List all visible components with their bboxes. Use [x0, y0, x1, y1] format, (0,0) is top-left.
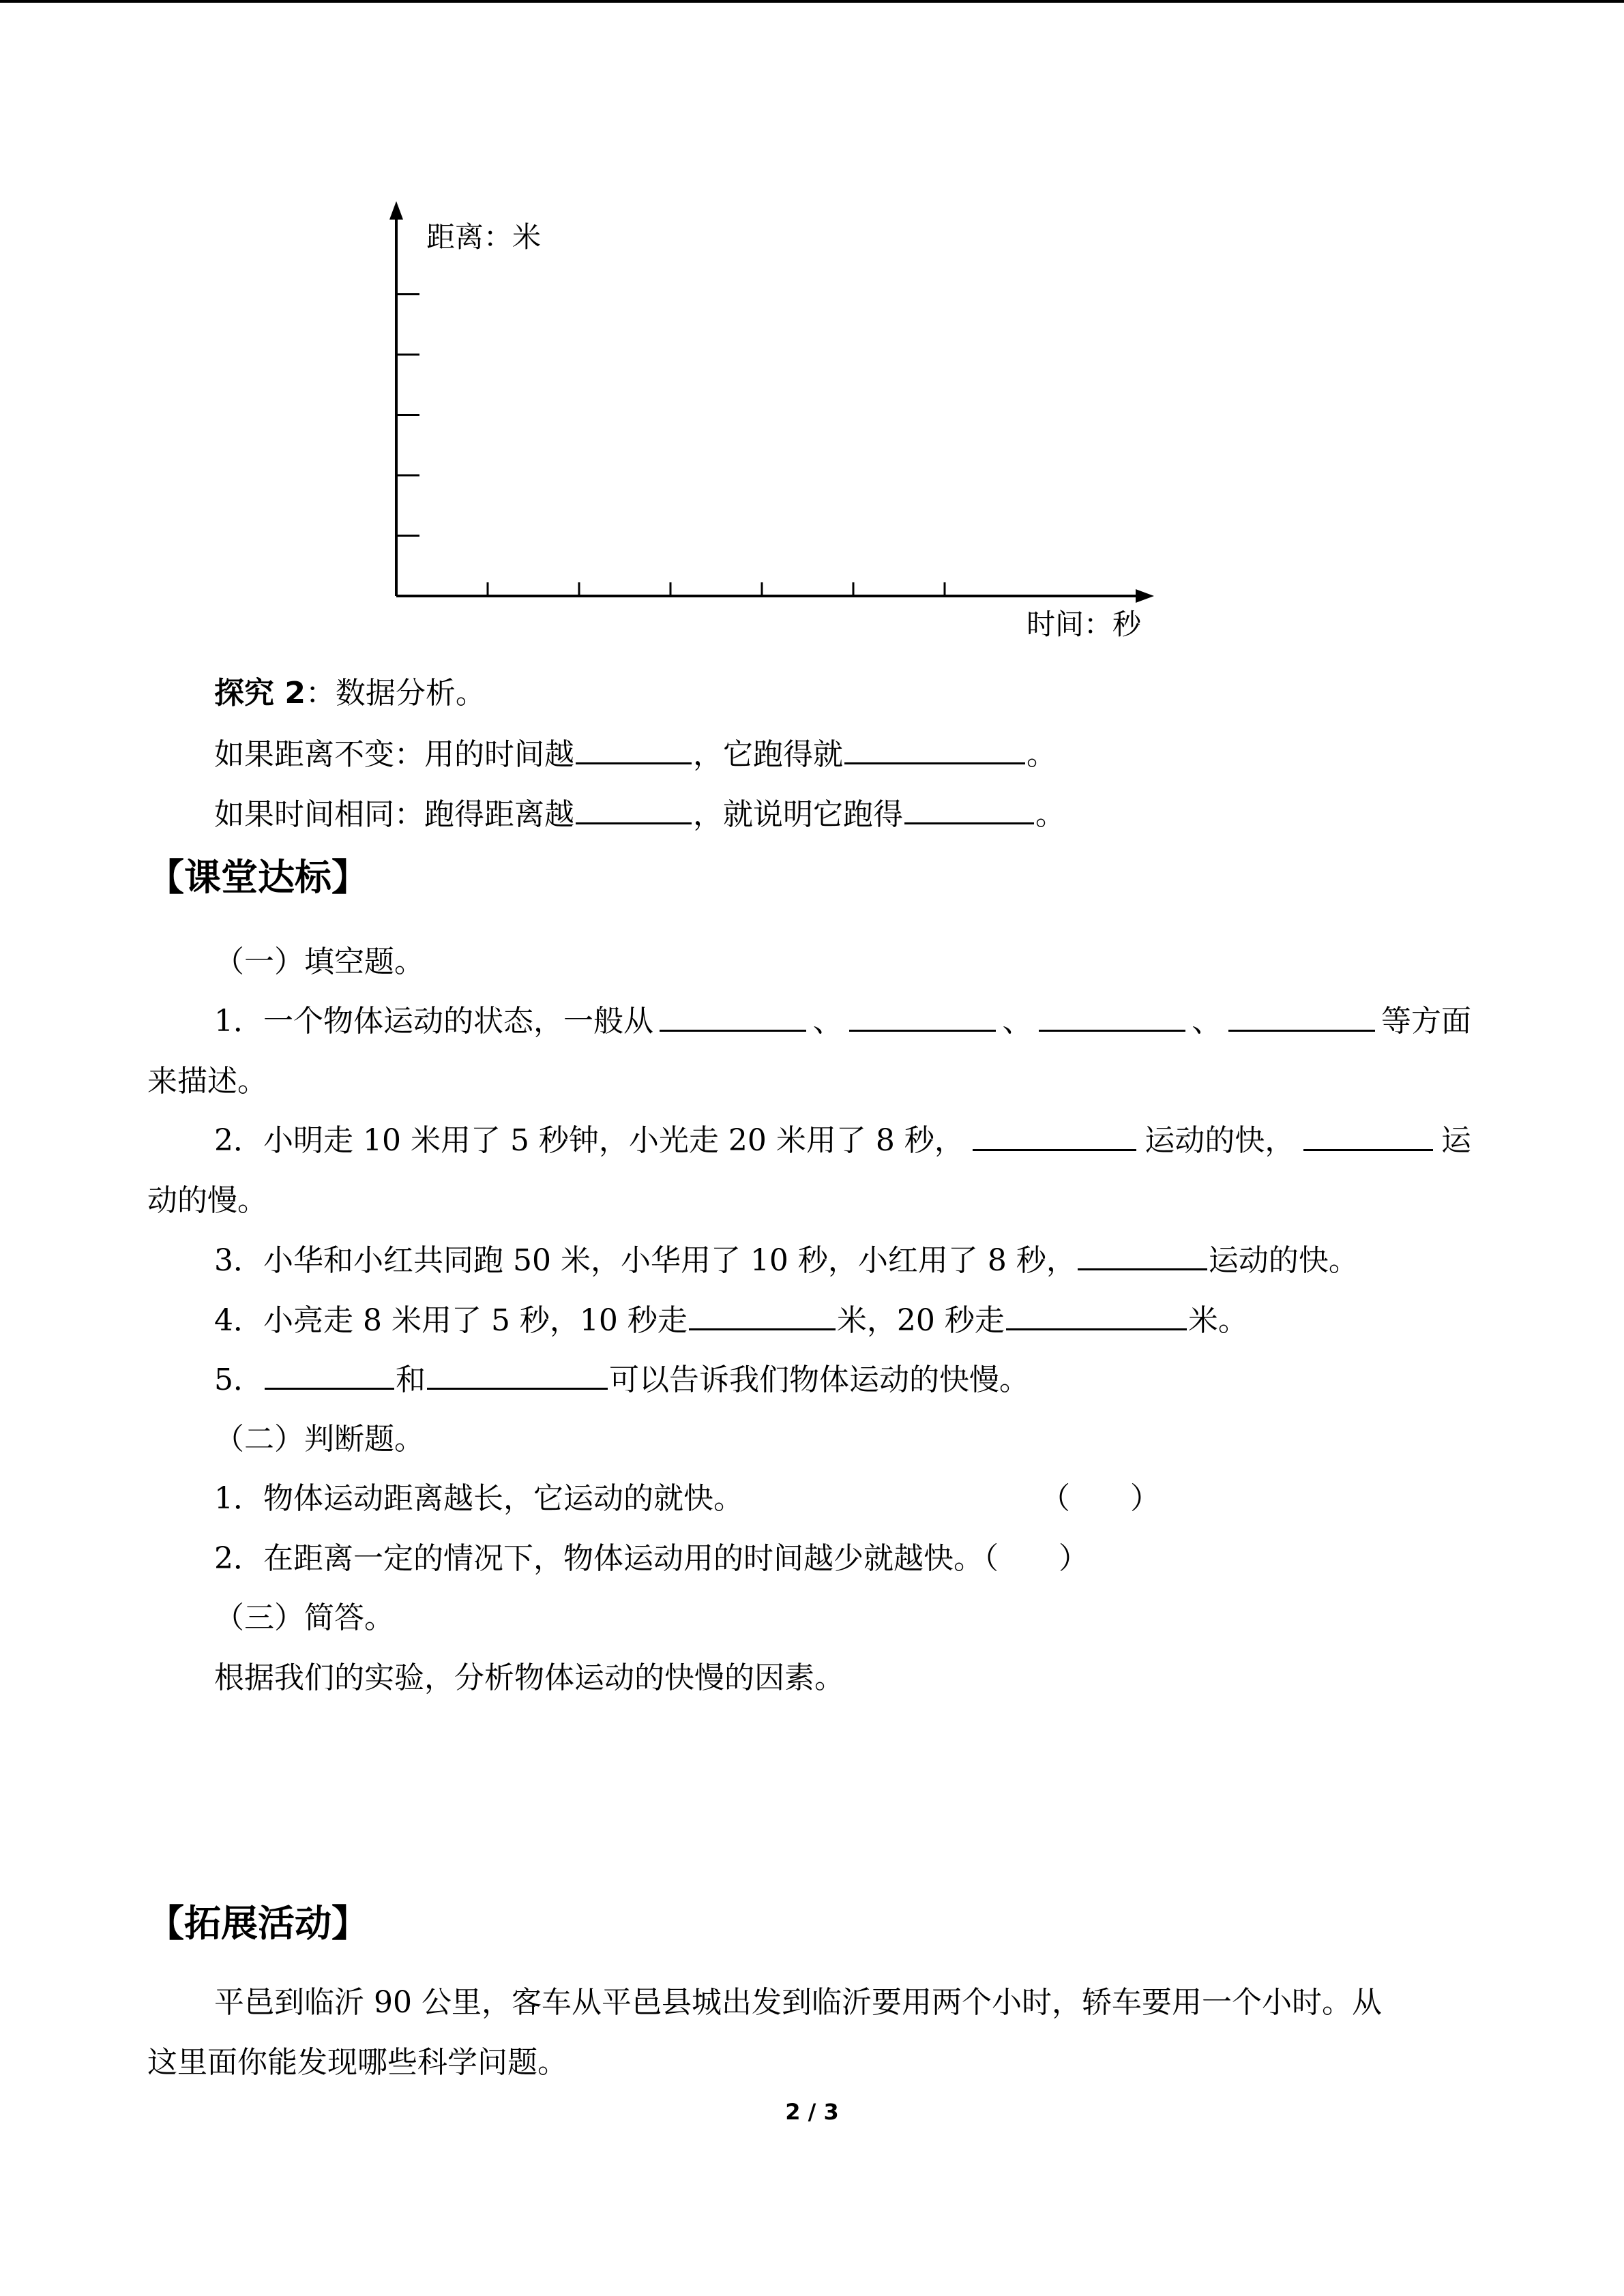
- answer-blank[interactable]: [973, 1120, 1136, 1151]
- question-4-text: 4．小亮走 8 米用了 5 秒，10 秒走: [214, 1303, 688, 1338]
- explore2-line1: [214, 734, 1057, 775]
- explore2-line1-text-a: 如果距离不变：用的时间越: [214, 737, 574, 772]
- explore2-heading: 探究 2: [214, 676, 306, 711]
- separator: 、: [1002, 1004, 1033, 1039]
- question-5: [214, 1359, 1029, 1401]
- y-axis: [389, 201, 403, 596]
- answer-blank[interactable]: [1039, 1001, 1185, 1032]
- answer-blank[interactable]: [427, 1359, 608, 1390]
- separator: 、: [812, 1004, 843, 1039]
- answer-blank[interactable]: [265, 1359, 394, 1390]
- section-title-extension: 【拓展活动】: [147, 1902, 368, 1945]
- explore2-line2-text-b: ，就说明它跑得: [693, 797, 903, 832]
- question-1-continued: 来描述。: [147, 1064, 267, 1099]
- explore2-line2-text-c: 。: [1035, 797, 1065, 832]
- explore2-subtitle: ：数据分析。: [305, 676, 486, 711]
- x-ticks: [488, 582, 945, 596]
- question-2-text: 2．小明走 10 米用了 5 秒钟，小光走 20 米用了 8 秒，: [214, 1123, 964, 1158]
- question-3: [214, 1240, 1359, 1281]
- question-2-text-b: 运动的快，: [1145, 1123, 1295, 1158]
- explore2-line2: [214, 794, 1065, 835]
- page-number: 2 / 3: [785, 2099, 839, 2125]
- short-answer-question: 根据我们的实验，分析物体运动的快慢的因素。: [214, 1660, 844, 1695]
- question-2: [214, 1120, 1471, 1161]
- extension-text: 平邑到临沂 90 公里，客车从平邑县城出发到临沂要用两个小时，轿车要用一个小时。从: [214, 1985, 1382, 2020]
- short-answer-heading: （三）简答。: [214, 1600, 394, 1635]
- question-3-text: 3．小华和小红共同跑 50 米，小华用了 10 秒，小红用了 8 秒，: [214, 1243, 1076, 1278]
- answer-blank[interactable]: [576, 734, 692, 764]
- answer-blank[interactable]: [576, 794, 692, 824]
- explore2-heading-line: [214, 673, 486, 714]
- answer-blank[interactable]: [1078, 1240, 1207, 1270]
- question-1-text: 1．一个物体运动的状态，一般从: [214, 1004, 653, 1039]
- judge-heading: （二）判断题。: [214, 1422, 424, 1457]
- extension-paragraph-line2: 这里面你能发现哪些科学问题。: [147, 2045, 567, 2080]
- question-2-continued: 动的慢。: [147, 1183, 267, 1218]
- judge-1-answer-parens[interactable]: （ ）: [1040, 1481, 1160, 1516]
- y-axis-label: 距离：米: [426, 220, 542, 254]
- x-axis-arrow: [1136, 589, 1154, 603]
- question-5-text-c: 可以告诉我们物体运动的快慢。: [609, 1362, 1029, 1397]
- separator: 、: [1192, 1004, 1222, 1039]
- explore2-line1-text-c: 。: [1027, 737, 1057, 772]
- question-4-text-b: 米，20 秒走: [836, 1303, 1005, 1338]
- question-4: [214, 1300, 1248, 1341]
- answer-blank[interactable]: [844, 734, 1025, 764]
- x-axis-label: 时间：秒: [1027, 608, 1142, 641]
- answer-blank[interactable]: [1228, 1001, 1375, 1032]
- question-2-text-c: 运: [1441, 1123, 1471, 1158]
- question-5-number: 5．: [214, 1362, 263, 1397]
- judge-question-1: 1．物体运动距离越长，它运动的就快。: [214, 1481, 743, 1516]
- section-title-class-practice: 【课堂达标】: [147, 856, 368, 899]
- x-axis: [396, 589, 1154, 603]
- extension-paragraph-line1: [214, 1982, 1471, 2023]
- y-axis-arrow: [389, 201, 403, 220]
- explore2-line2-text-a: 如果时间相同：跑得距离越: [214, 797, 574, 832]
- question-4-text-c: 米。: [1187, 1303, 1248, 1338]
- question-5-text-b: 和: [396, 1362, 426, 1397]
- question-1: [214, 1001, 1471, 1042]
- answer-blank[interactable]: [1006, 1300, 1187, 1330]
- fill-blank-heading: （一）填空题。: [214, 944, 424, 979]
- answer-blank[interactable]: [904, 794, 1034, 824]
- answer-blank[interactable]: [849, 1001, 996, 1032]
- judge-question-2: 2．在距离一定的情况下，物体运动用的时间越少就越快。（ ）: [214, 1541, 1089, 1576]
- y-ticks: [396, 295, 419, 536]
- question-1-text-end: 等方面: [1381, 1004, 1471, 1039]
- answer-blank[interactable]: [660, 1001, 806, 1032]
- question-3-text-b: 运动的快。: [1208, 1243, 1359, 1278]
- answer-blank[interactable]: [1303, 1120, 1433, 1151]
- explore2-line1-text-b: ，它跑得就: [693, 737, 843, 772]
- answer-blank[interactable]: [689, 1300, 836, 1330]
- distance-time-graph: [0, 0, 1624, 655]
